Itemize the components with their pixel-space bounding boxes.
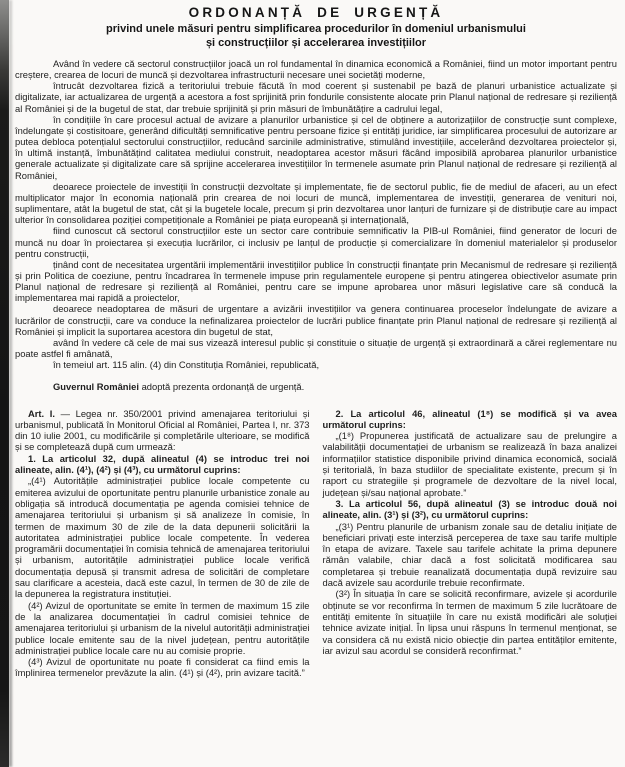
- article-paragraph: Art. I. — Legea nr. 350/2001 privind amenajarea teritoriului și urbanismul, publicată în Monitorul Oficial al României, Partea I, nr. 373 din 10 iulie 2001, cu modificările și completările ulterioare, se modifică și se completează după cum urmează:: [15, 407, 310, 453]
- article-paragraph: 3. La articolul 56, după alineatul (3) se introduc două noi alineate, alin. (3¹) și (3²), cu următorul cuprins:: [322, 497, 617, 521]
- document-title: ORDONANȚĂ DE URGENȚĂ: [188, 5, 444, 20]
- document-subtitle: [15, 23, 617, 50]
- article-paragraph: 1. La articolul 32, după alineatul (4) se introduc trei noi alineate, alin. (4¹), (4²) și (4³), cu următorul cuprins:: [15, 452, 310, 476]
- two-column-body: [15, 408, 617, 679]
- scan-gutter-shadow: [0, 0, 9, 767]
- preamble-paragraph: având în vedere că cele de mai sus vizează interesul public și constituie o situație de urgență și extraordinară a cărei reglementare nu poate astfel fi amânată,: [15, 336, 617, 360]
- preamble-section: [15, 58, 617, 370]
- document-content: [15, 5, 617, 679]
- article-paragraph: (4³) Avizul de oportunitate nu poate fi considerat ca fiind emis la împlinirea termenelor prevăzute la alin. (4¹) și (4²), prin avizare tacită.”: [15, 656, 310, 679]
- article-paragraph: „(4¹) Autoritățile administrației publice locale competente cu emiterea avizului de oportunitate pentru planurile urbanistice zonale au obligația să introducă documentația pe agenda comisiei tehnice de amenajarea teritoriului și urbanism și să analizeze în comisie, în termen de maximum 30 de zile de la data depunerii solicitării la autoritatea administrației publice locale competente. În vederea programării documentației în comisia tehnică de amenajarea teritoriului și urbanism, autoritățile administrației publice locale verifică documentația depusă și transmit adresa de solicitări de completare sau clarificare a acesteia, dacă este cazul, în termen de 30 de zile de la depunerea la registratura instituției.: [15, 475, 310, 600]
- article-paragraph: (3²) În situația în care se solicită reconfirmare, avizele și acordurile obținute se vor reconfirma în termen de maximum 5 zile lucrătoare de entități emitente în situațiile în care nu există modificări ale soluției tehnice avizate inițial. În lipsa unui răspuns în termenul menționat, se va considera că nu există nicio obiecție din partea entităților emitente, iar avizul sau acordul se consideră reconfirmat.”: [322, 588, 617, 656]
- subtitle-line-1: privind unele măsuri pentru simplificarea procedurilor în domeniul urbanismului: [106, 23, 526, 35]
- preamble-paragraph: fiind cunoscut că sectorul construcțiilor este un sector care contribuie semnificativ la PIB-ul României, fiind generator de locuri de muncă nu doar în proiectarea și execuția lucrărilor, ci inclusiv pe lanțul de producție și comercializare în domeniul materialelor și produselor pentru construcții,: [15, 225, 617, 259]
- article-paragraph: „(1⁸) Propunerea justificată de actualizare sau de prelungire a valabilității documentației de urbanism se realizează în baza analizei informațiilor statistice disponibile privind dinamica economică, socială și teritorială, în baza studiilor de specialitate existente, precum și în raport cu strategiile și programele de dezvoltare de la nivel local, județean și/sau național aprobate.”: [322, 430, 617, 498]
- enactment-line: Guvernul României adoptă prezenta ordonanță de urgență.: [53, 381, 305, 393]
- article-paragraph: 2. La articolul 46, alineatul (1⁸) se modifică și va avea următorul cuprins:: [322, 407, 617, 430]
- left-column: [15, 408, 310, 679]
- preamble-paragraph: în temeiul art. 115 alin. (4) din Constituția României, republicată,: [53, 359, 320, 371]
- article-paragraph: (4²) Avizul de oportunitate se emite în termen de maximum 15 zile de la analizarea documentației în cadrul comisiei tehnice de amenajarea teritoriului și urbanism de la nivelul autorității administrației publice locale emitente sau de la nivel județean, pentru autoritățile administrației publice locale care nu au comisie proprie.: [15, 599, 310, 656]
- right-column: [323, 408, 618, 679]
- article-paragraph: „(3¹) Pentru planurile de urbanism zonale sau de detaliu inițiate de beneficiari privați este interzisă perceperea de taxe sau tarife multiple în etapa de avizare. Taxele sau tarifele achitate la prima depunere rămân valabile, chiar dacă a fost solicitată modificarea sau completarea și trebuie reanalizată documentația după revizuire sau dacă avizele sau acordurile trebuie reconfirmate.: [322, 520, 617, 589]
- preamble-paragraph: în condițiile în care procesul actual de avizare a planurilor urbanistice și cel de obținere a autorizațiilor de construcție sunt complexe, îndelungate și costisitoare, generând dificultăți semnificative pentru persoane fizice și entități juridice, iar simplificarea procesului de autorizare ar putea debloca potențialul sectorului construcțiilor, reducând sarcinile administrative, stimulând investițiile, accelerând dezvoltarea proiectelor și, în ultimă instanță, îmbunătățind calitatea mediului construit, neadoptarea acestor măsuri făcând imposibilă aprobarea planurilor urbanistice generale actualizate și digitalizate care să sprijine accelerarea investițiilor în termenele asumate prin Planul național de redresare și reziliență al României,: [15, 113, 617, 181]
- preamble-paragraph: deoarece neadoptarea de măsuri de urgentare a avizării investițiilor va genera continuarea proceselor îndelungate de avizare a lucrărilor de construcții, care va conduce la nefinalizarea proiectelor de lucrări publice finanțate prin Planul național de redresare și reziliență al României și implicit la suportarea acestora din bugetul de stat,: [15, 303, 617, 337]
- preamble-paragraph: ținând cont de necesitatea urgentării implementării investițiilor publice în construcții finanțate prin Mecanismul de redresare și reziliență și prin Politica de coeziune, pentru încadrarea în termenele impuse prin regulamentele europene și pentru atingerea obiectivelor asumate prin Planul național de redresare și reziliență al României, pentru care se impune aprobarea unor măsuri legislative care să conducă la implementarea mai rapidă a proiectelor,: [15, 258, 617, 304]
- preamble-paragraph: Având în vedere că sectorul construcțiilor joacă un rol fundamental în dinamica economică a României, fiind un motor important pentru creștere, crearea de locuri de muncă și dezvoltarea infrastructurii necesare unei societăți moderne,: [15, 58, 617, 81]
- preamble-paragraph: deoarece proiectele de investiții în construcții dezvoltate și implementate, fie de sectorul public, fie de mediul de afaceri, au un efect multiplicator major în economia națională prin crearea de noi locuri de muncă, implementarea de investiții, generarea de venituri noi, suplimentare, atât la bugetul de stat, cât și la bugetele locale, precum și prin dezvoltarea unor lanțuri de furnizare și de distribuție care au impact ulterior în consolidarea poziției competiționale a României pe piața europeană și internațională,: [15, 180, 617, 226]
- subtitle-line-2: și construcțiilor și accelerarea investițiilor: [205, 36, 427, 49]
- preamble-paragraph: întrucât dezvoltarea fizică a teritoriului trebuie făcută în mod coerent și sustenabil pe bază de planuri urbanistice actualizate și digitalizate, iar actualizarea de urgență a acestora a fost sprijinită prin fondurile consistente alocate prin Planul național de redresare și reziliență al României și de la bugetul de stat, dar trebuie sprijinită și prin măsuri de îmbunătățire a cadrului legal,: [15, 80, 617, 114]
